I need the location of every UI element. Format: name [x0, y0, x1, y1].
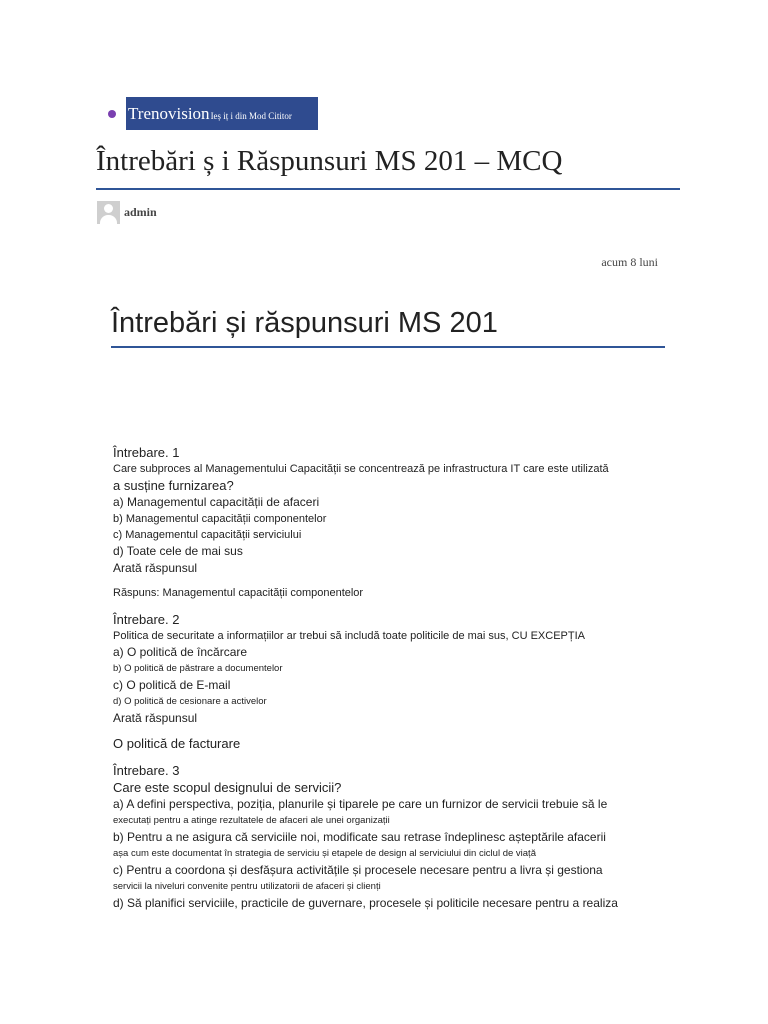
question-text: Care subproces al Managementului Capacității se concentrează pe infrastructura IT care este utilizată: [113, 463, 609, 475]
show-answer-link[interactable]: Arată răspunsul: [113, 561, 198, 575]
question-label: Întrebare. 2: [113, 612, 180, 627]
question-label: Întrebare. 1: [113, 445, 180, 460]
document-title-divider: [111, 346, 665, 348]
question-text: Politica de securitate a informațiilor ar trebui să includă toate politicile de mai sus, CU EXCEPȚIA: [113, 630, 585, 642]
exit-reader-mode-link[interactable]: Ieș iț i din Mod Cititor: [210, 111, 292, 121]
option-a: a) O politică de încărcare: [113, 645, 248, 659]
answer-text: O politică de facturare: [113, 736, 241, 751]
brand-name-box: [126, 97, 318, 130]
option-a: a) Managementul capacității de afaceri: [113, 495, 320, 509]
answer-text: Răspuns: Managementul capacității componentelor: [113, 587, 364, 599]
document-title: Întrebări și răspunsuri MS 201: [111, 307, 498, 339]
option-b: b) O politică de păstrare a documentelor: [113, 663, 283, 674]
option-b: b) Managementul capacității componentelor: [113, 513, 327, 525]
question-label: Întrebare. 3: [113, 763, 180, 778]
option-c: c) O politică de E-mail: [113, 678, 231, 692]
title-divider: [96, 188, 680, 190]
option-c: c) Managementul capacității serviciului: [113, 529, 302, 541]
brand-name: Trenovision: [128, 103, 210, 123]
logo-dot-icon: [108, 110, 116, 118]
question-text: a susține furnizarea?: [113, 478, 234, 493]
questions-section: [113, 444, 673, 912]
question-2: [113, 611, 673, 752]
question-text: Care este scopul designului de servicii?: [113, 780, 342, 795]
option-a-continued: executați pentru a atinge rezultatele de afaceri ale unei organizații: [113, 815, 390, 826]
option-b: b) Pentru a ne asigura că serviciile noi, modificate sau retrase îndeplinesc așteptările afacerii: [113, 830, 606, 844]
option-c: c) Pentru a coordona și desfășura activitățile și procesele necesare pentru a livra și gestiona: [113, 863, 603, 877]
option-b-continued: așa cum este documentat în strategia de serviciu și etapele de design al serviciului din ciclul de viață: [113, 848, 536, 859]
post-time: acum 8 luni: [601, 255, 658, 269]
author-name[interactable]: admin: [124, 205, 157, 219]
avatar-body-icon: [100, 215, 117, 224]
brand-logo: [98, 97, 126, 130]
site-title: Întrebări ș i Răspunsuri MS 201 – MCQ: [96, 145, 563, 177]
avatar: [97, 201, 120, 224]
brand-bar[interactable]: [98, 97, 318, 130]
option-d: d) Toate cele de mai sus: [113, 544, 243, 558]
option-a: a) A defini perspectiva, poziția, planurile și tiparele pe care un furnizor de servicii trebuie să le: [113, 797, 608, 811]
option-d: d) Să planifici serviciile, practicile de guvernare, procesele și politicile necesare pentru a realiza: [113, 896, 618, 910]
option-c-continued: servicii la niveluri convenite pentru utilizatorii de afaceri și clienți: [113, 881, 381, 892]
show-answer-link[interactable]: Arată răspunsul: [113, 711, 198, 725]
author-row: [97, 201, 157, 224]
option-d: d) O politică de cesionare a activelor: [113, 696, 267, 707]
avatar-head-icon: [104, 204, 113, 213]
question-1: [113, 444, 673, 601]
question-3: [113, 762, 673, 912]
